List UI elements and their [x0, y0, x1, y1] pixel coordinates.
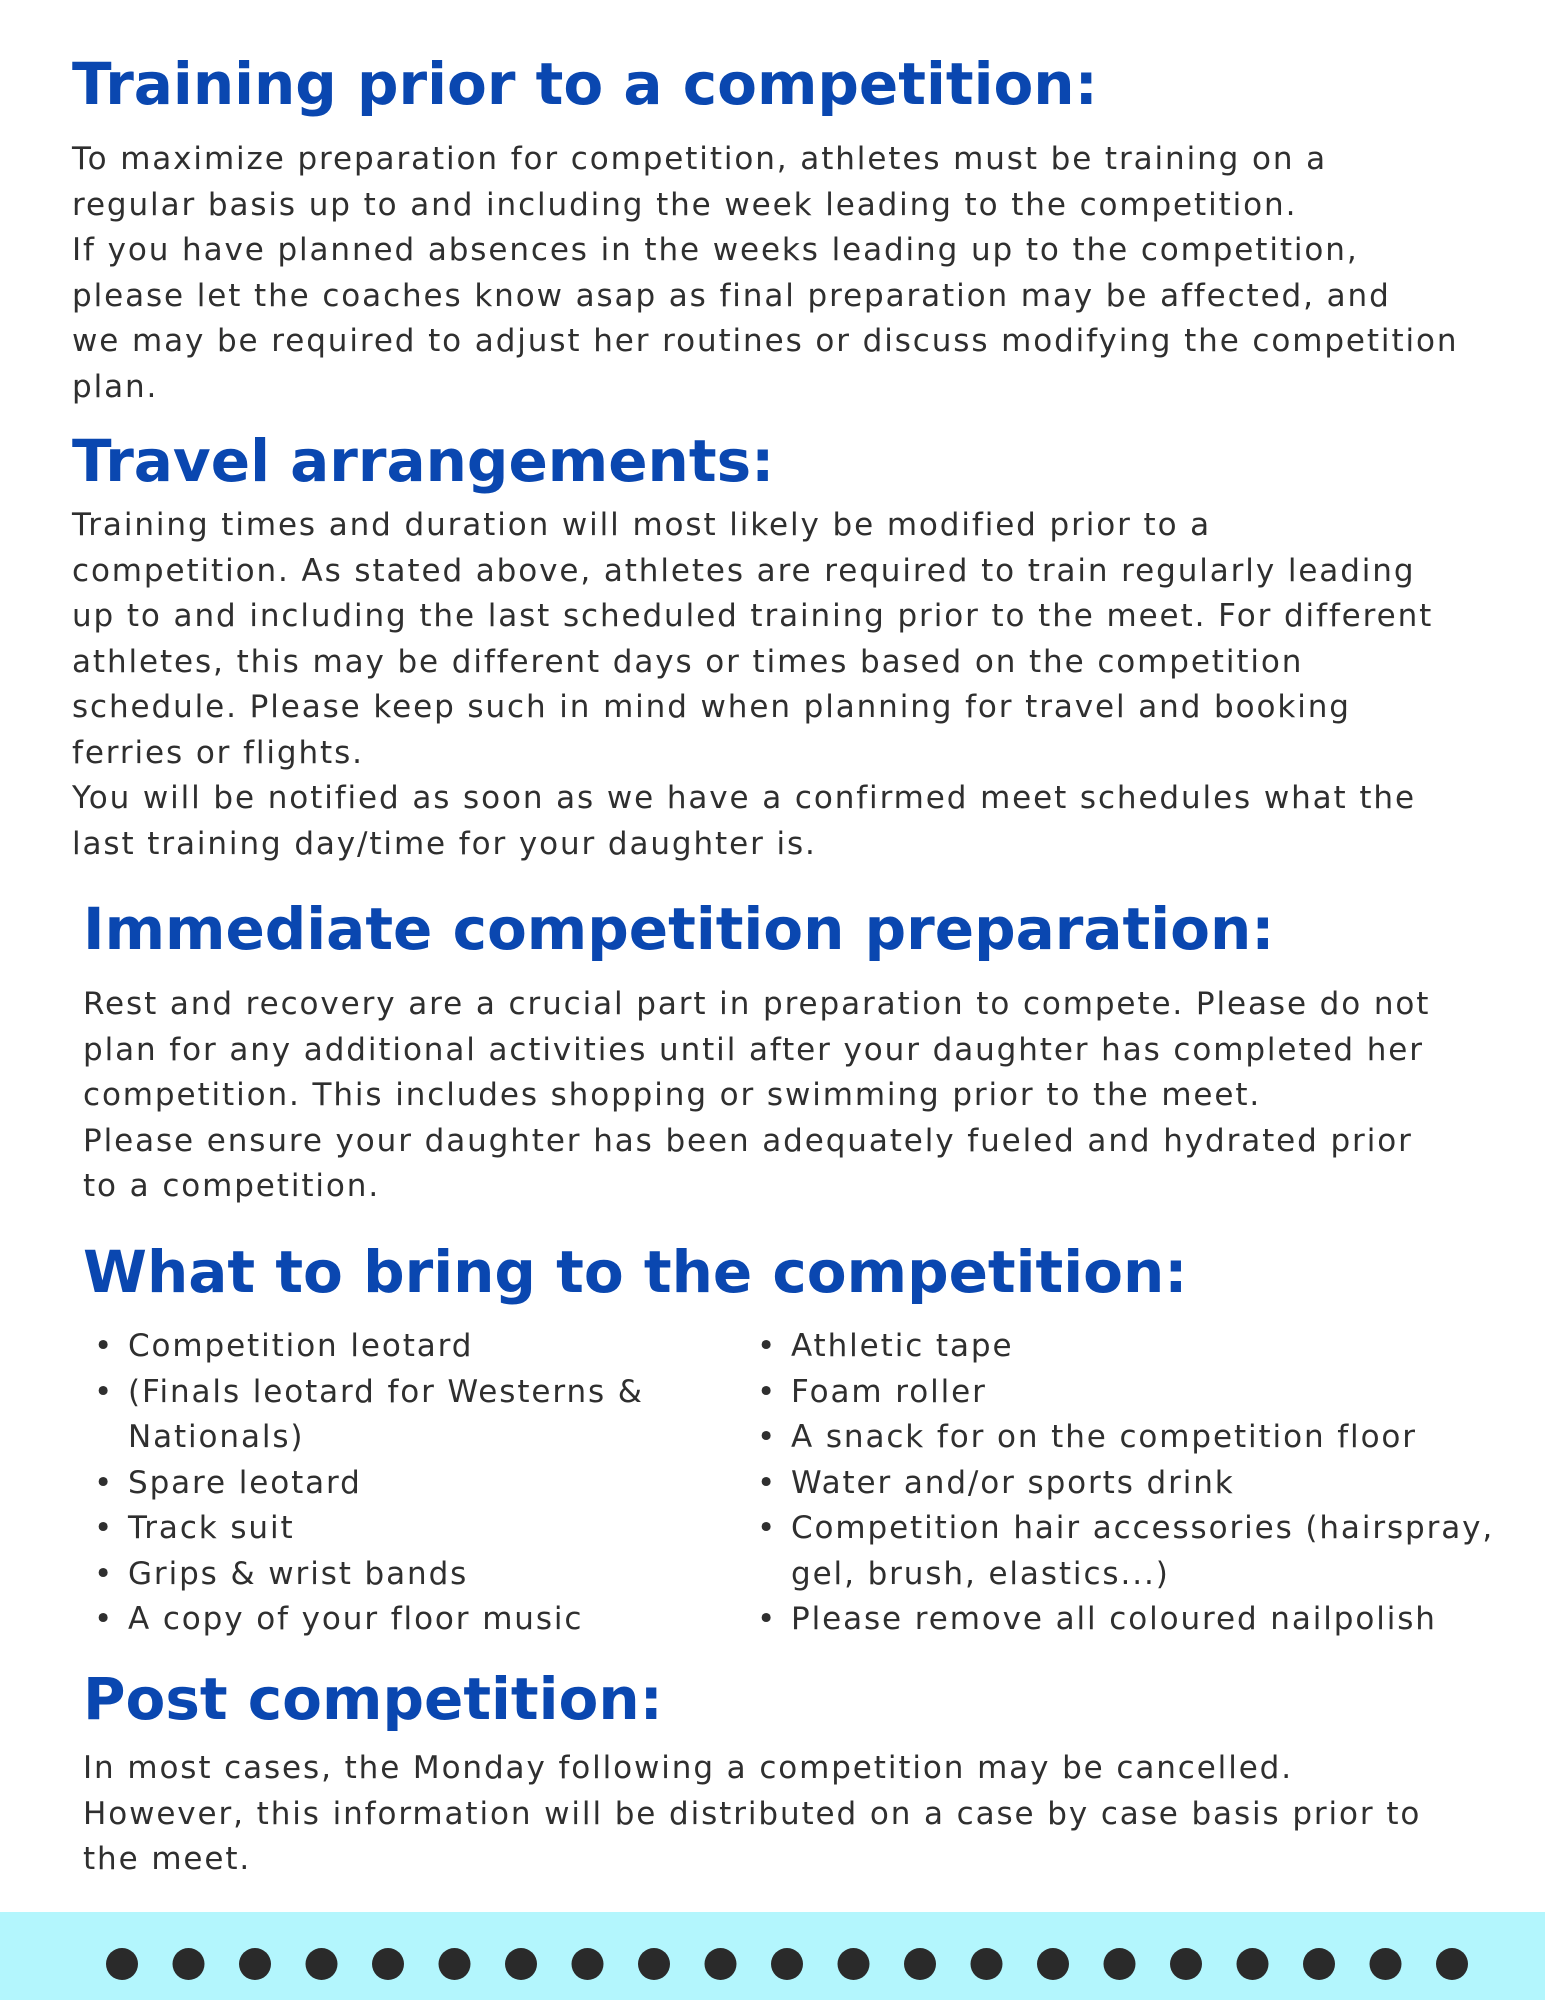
list-item: [757, 1415, 1494, 1461]
list-item-text: Please remove all coloured nailpolish: [791, 1601, 1437, 1637]
text-line: plan.: [72, 368, 159, 405]
bullet-icon: •: [94, 1373, 115, 1410]
list-item: [94, 1506, 644, 1552]
text-line: we may be required to adjust her routines or discuss modifying the competition: [72, 323, 1459, 359]
bullet-icon: •: [757, 1373, 778, 1410]
text-line: Please ensure your daughter has been adequately fueled and hydrated prior: [83, 1122, 1413, 1159]
text-line: Rest and recovery are a crucial part in preparation to compete. Please do not: [83, 986, 1431, 1022]
footer-dots: [0, 1912, 1545, 2000]
text-line: the meet.: [83, 1841, 252, 1877]
footer-band: [0, 1912, 1545, 2000]
footer-dot: [638, 1948, 670, 1980]
text-line: up to and including the last scheduled training prior to the meet. For different: [72, 598, 1434, 634]
bullet-icon: •: [757, 1510, 778, 1546]
footer-dot: [1170, 1948, 1202, 1980]
bullet-icon: •: [757, 1601, 778, 1637]
bullet-icon: •: [757, 1419, 778, 1455]
list-item: [757, 1461, 1494, 1507]
bullet-icon: •: [757, 1328, 778, 1364]
list-item-text: A copy of your floor music: [128, 1601, 584, 1637]
bullet-icon: •: [94, 1510, 115, 1546]
list-item-text: Track suit: [128, 1510, 295, 1546]
paragraph-training: [72, 137, 1458, 410]
list-item-text: Grips & wrist bands: [128, 1555, 469, 1592]
list-item-text: A snack for on the competition floor: [791, 1419, 1417, 1455]
footer-dot: [306, 1948, 338, 1980]
list-item: [94, 1324, 644, 1370]
list-item-text: Athletic tape: [791, 1328, 1014, 1364]
heading-training: Training prior to a competition:: [72, 50, 1098, 118]
list-item-text: Foam roller: [791, 1373, 987, 1410]
text-line: schedule. Please keep such in mind when planning for travel and booking: [72, 689, 1351, 725]
list-item: [94, 1552, 644, 1598]
footer-dot: [1037, 1948, 1069, 1980]
footer-dot: [572, 1948, 604, 1980]
bullet-icon: •: [94, 1555, 115, 1592]
footer-dot: [904, 1948, 936, 1980]
text-line: ferries or flights.: [72, 734, 364, 771]
list-item-text: Nationals): [128, 1419, 305, 1455]
footer-dot: [239, 1948, 271, 1980]
list-item: [757, 1506, 1495, 1597]
text-line: athletes, this may be different days or times based on the competition: [72, 643, 1304, 680]
heading-bring: What to bring to the competition:: [83, 1238, 1188, 1306]
footer-dot: [1237, 1948, 1269, 1980]
list-item: [757, 1370, 1494, 1416]
footer-dot: [439, 1948, 471, 1980]
text-line: please let the coaches know asap as final preparation may be affected, and: [72, 277, 1391, 314]
paragraph-immediate: [83, 982, 1430, 1210]
list-item: [757, 1597, 1494, 1643]
heading-post: Post competition:: [83, 1665, 663, 1733]
bullet-icon: •: [757, 1464, 778, 1501]
footer-dot: [705, 1948, 737, 1980]
list-item-text: Competition leotard: [128, 1328, 474, 1364]
list-item: [94, 1370, 644, 1461]
footer-dot: [505, 1948, 537, 1980]
footer-dot: [1370, 1948, 1402, 1980]
bring-list-left: [94, 1324, 644, 1643]
text-line: plan for any additional activities until after your daughter has completed her: [83, 1031, 1424, 1068]
footer-dot: [771, 1948, 803, 1980]
paragraph-travel: [72, 503, 1433, 867]
heading-travel: Travel arrangements:: [72, 427, 775, 495]
list-item-text: Water and/or sports drink: [791, 1464, 1235, 1501]
text-line: In most cases, the Monday following a competition may be cancelled.: [83, 1750, 1294, 1786]
text-line: Training times and duration will most likely be modified prior to a: [72, 507, 1212, 543]
text-line: regular basis up to and including the week leading to the competition.: [72, 186, 1298, 223]
text-line: last training day/time for your daughter is.: [72, 825, 817, 862]
footer-dot: [372, 1948, 404, 1980]
footer-dot: [838, 1948, 870, 1980]
text-line: However, this information will be distributed on a case by case basis prior to: [83, 1795, 1422, 1832]
bullet-icon: •: [94, 1601, 115, 1637]
list-item-text: gel, brush, elastics...): [791, 1555, 1170, 1592]
text-line: You will be notified as soon as we have a confirmed meet schedules what the: [72, 780, 1416, 816]
text-line: to a competition.: [83, 1168, 381, 1204]
list-item: [94, 1597, 644, 1643]
bullet-icon: •: [94, 1464, 115, 1501]
text-line: competition. As stated above, athletes are required to train regularly leading: [72, 552, 1416, 589]
list-item: [94, 1461, 644, 1507]
list-item-text: (Finals leotard for Westerns &: [128, 1373, 644, 1410]
footer-dot: [106, 1948, 138, 1980]
footer-dot: [1436, 1948, 1468, 1980]
list-item-text: Spare leotard: [128, 1464, 362, 1501]
text-line: If you have planned absences in the weeks leading up to the competition,: [72, 232, 1359, 268]
text-line: To maximize preparation for competition, athletes must be training on a: [72, 141, 1328, 177]
text-line: competition. This includes shopping or swimming prior to the meet.: [83, 1077, 1262, 1113]
list-item-text: Competition hair accessories (hairspray,: [791, 1510, 1495, 1546]
footer-dot: [1104, 1948, 1136, 1980]
footer-dot: [1303, 1948, 1335, 1980]
list-item: [757, 1324, 1494, 1370]
heading-immediate: Immediate competition preparation:: [83, 895, 1275, 963]
paragraph-post: [83, 1746, 1421, 1883]
footer-dot: [971, 1948, 1003, 1980]
bring-list-right: [757, 1324, 1495, 1643]
bullet-icon: •: [94, 1328, 115, 1364]
footer-dot: [173, 1948, 205, 1980]
